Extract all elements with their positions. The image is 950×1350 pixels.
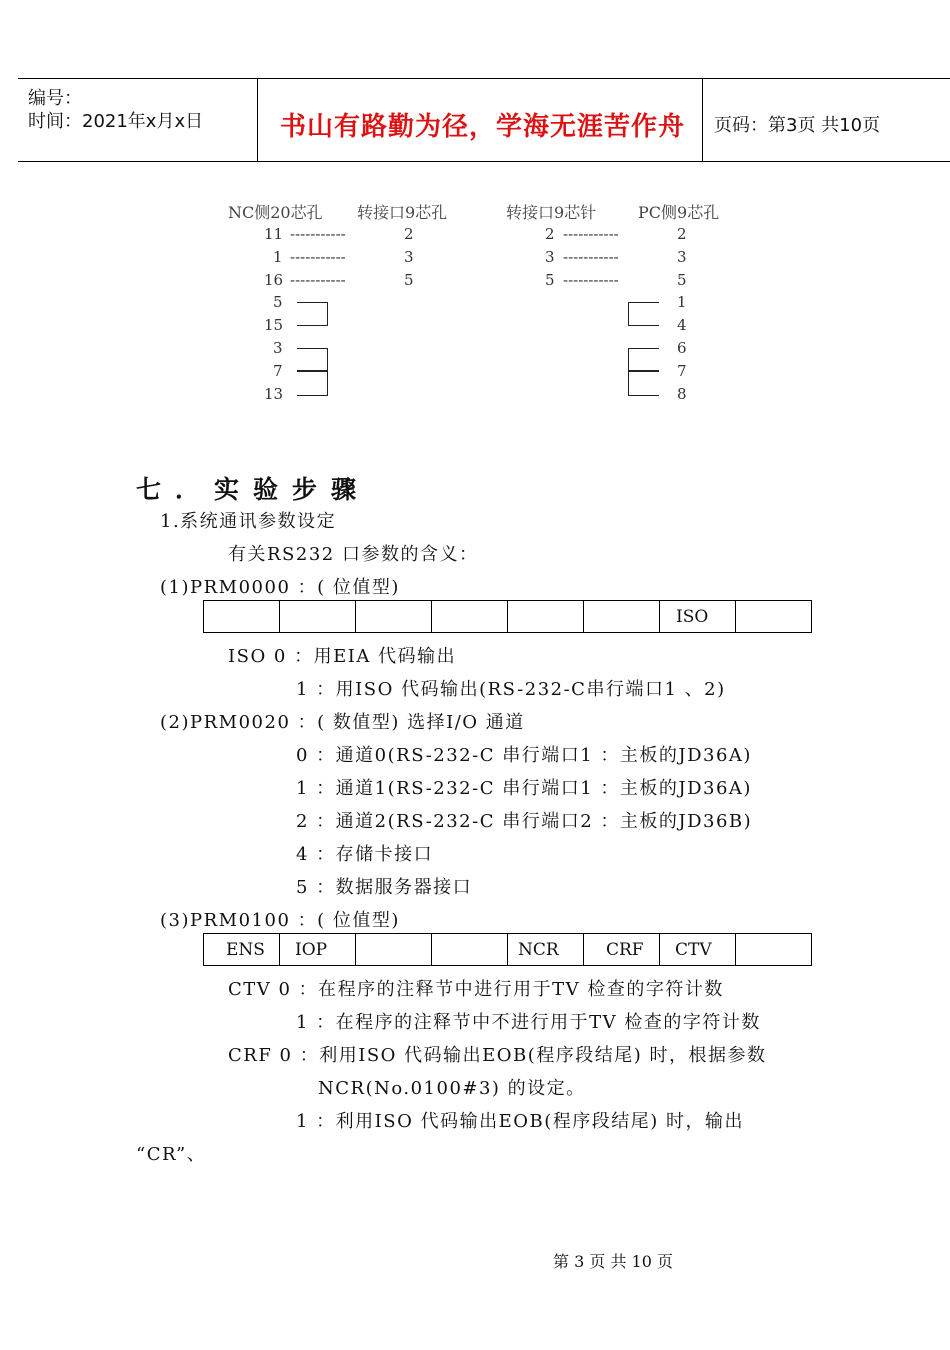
loop-pin: 7 <box>677 362 687 380</box>
wire-dash: ----------- <box>563 248 619 266</box>
bit-cell <box>280 601 356 633</box>
prm0100-line: 1 ：在程序的注释节中不进行用于TV 检查的字符计数 <box>296 1012 761 1033</box>
loop-bracket-mid <box>628 370 659 372</box>
bit-cell <box>432 601 508 633</box>
prm0100-line: NCR(No.0100#3) 的设定。 <box>318 1078 586 1099</box>
bit-cell: NCR <box>508 934 584 966</box>
wire-pin: 2 <box>677 225 687 243</box>
loop-pin: 3 <box>273 339 283 357</box>
prm0020-line: 2 ：通道2(RS-232-C 串行端口2 ：主板的JD36B) <box>296 811 753 832</box>
prm0000-line: 1 ：用ISO 代码输出(RS-232-C串行端口1 、2) <box>296 679 726 700</box>
prm0020-line: 5 ：数据服务器接口 <box>296 877 473 898</box>
bit-cell <box>432 934 508 966</box>
bit-cell: ENS <box>204 934 280 966</box>
bit-cell <box>356 934 432 966</box>
bit-cell: IOP <box>280 934 356 966</box>
prm0000-bit-table <box>203 600 812 633</box>
wire-pin: 3 <box>404 248 414 266</box>
bit-cell: CRF <box>584 934 660 966</box>
wire-dash: ----------- <box>563 271 619 289</box>
loop-pin: 6 <box>677 339 687 357</box>
prm0020-line: 4 ：存储卡接口 <box>296 844 434 865</box>
bit-cell: CTV <box>660 934 736 966</box>
date-label: 时间：2021年x月x日 <box>28 111 204 132</box>
wire-dash: ----------- <box>290 225 346 243</box>
loop-bracket <box>628 348 659 396</box>
bit-cell <box>736 934 812 966</box>
prm0000-title: (1)PRM0000 ：( 位值型) <box>160 577 400 598</box>
pc-side-header: PC侧9芯孔 <box>638 203 720 222</box>
wire-dash: ----------- <box>290 271 346 289</box>
prm0020-line: 1 ：通道1(RS-232-C 串行端口1 ：主板的JD36A) <box>296 778 752 799</box>
loop-pin: 1 <box>677 293 687 311</box>
section-title: 七．实验步骤 <box>136 475 371 504</box>
header-bottom-rule <box>18 161 950 162</box>
loop-pin: 15 <box>264 316 284 334</box>
wire-pin: 11 <box>264 225 284 243</box>
bit-cell <box>356 601 432 633</box>
header-divider-right <box>702 78 703 162</box>
wire-pin: 1 <box>273 248 283 266</box>
prm0100-line: 1 ：利用ISO 代码输出EOB(程序段结尾) 时，输出 <box>296 1111 744 1132</box>
header-divider-left <box>257 78 258 162</box>
prm0020-line: 0 ：通道0(RS-232-C 串行端口1 ：主板的JD36A) <box>296 745 752 766</box>
wire-pin: 5 <box>545 271 555 289</box>
prm0100-bit-table <box>203 933 812 966</box>
nc-side-header: NC侧20芯孔 <box>228 203 323 222</box>
wire-pin: 5 <box>404 271 414 289</box>
loop-pin: 7 <box>273 362 283 380</box>
loop-bracket <box>297 348 328 396</box>
intro-text: 有关RS232 口参数的含义： <box>228 544 479 565</box>
page-info: 页码：第3页 共10页 <box>714 115 881 136</box>
loop-bracket <box>628 302 659 326</box>
loop-pin: 4 <box>677 316 687 334</box>
serial-label: 编号： <box>28 88 82 109</box>
prm0100-line: CTV 0 ：在程序的注释节中进行用于TV 检查的字符计数 <box>228 979 724 1000</box>
bit-cell <box>204 601 280 633</box>
motto: 书山有路勤为径，学海无涯苦作舟 <box>280 112 686 142</box>
bit-cell <box>508 601 584 633</box>
prm0100-line: CRF 0 ：利用ISO 代码输出EOB(程序段结尾) 时，根据参数 <box>228 1045 767 1066</box>
bit-cell: ISO <box>660 601 736 633</box>
header-top-rule <box>18 78 950 79</box>
prm0100-line: “CR”、 <box>136 1144 207 1165</box>
bit-cell <box>584 601 660 633</box>
prm0100-title: (3)PRM0100 ：( 位值型) <box>160 910 400 931</box>
loop-bracket <box>297 302 328 326</box>
wire-dash: ----------- <box>563 225 619 243</box>
loop-bracket-mid <box>297 370 327 372</box>
wire-dash: ----------- <box>290 248 346 266</box>
loop-pin: 13 <box>264 385 284 403</box>
loop-pin: 8 <box>677 385 687 403</box>
prm0000-line: ISO 0 ：用EIA 代码输出 <box>228 646 457 667</box>
page-footer: 第 3 页 共 10 页 <box>553 1252 673 1271</box>
loop-pin: 5 <box>273 293 283 311</box>
bit-cell <box>736 601 812 633</box>
wire-pin: 16 <box>264 271 284 289</box>
wire-pin: 3 <box>677 248 687 266</box>
wire-pin: 2 <box>404 225 414 243</box>
wire-pin: 3 <box>545 248 555 266</box>
wire-pin: 5 <box>677 271 687 289</box>
wire-pin: 2 <box>545 225 555 243</box>
subsection-title: 1.系统通讯参数设定 <box>160 511 337 532</box>
adapter-hole-header: 转接口9芯孔 <box>357 203 448 222</box>
adapter-pin-header: 转接口9芯针 <box>506 203 597 222</box>
prm0020-title: (2)PRM0020 ：( 数值型) 选择I/O 通道 <box>160 712 525 733</box>
